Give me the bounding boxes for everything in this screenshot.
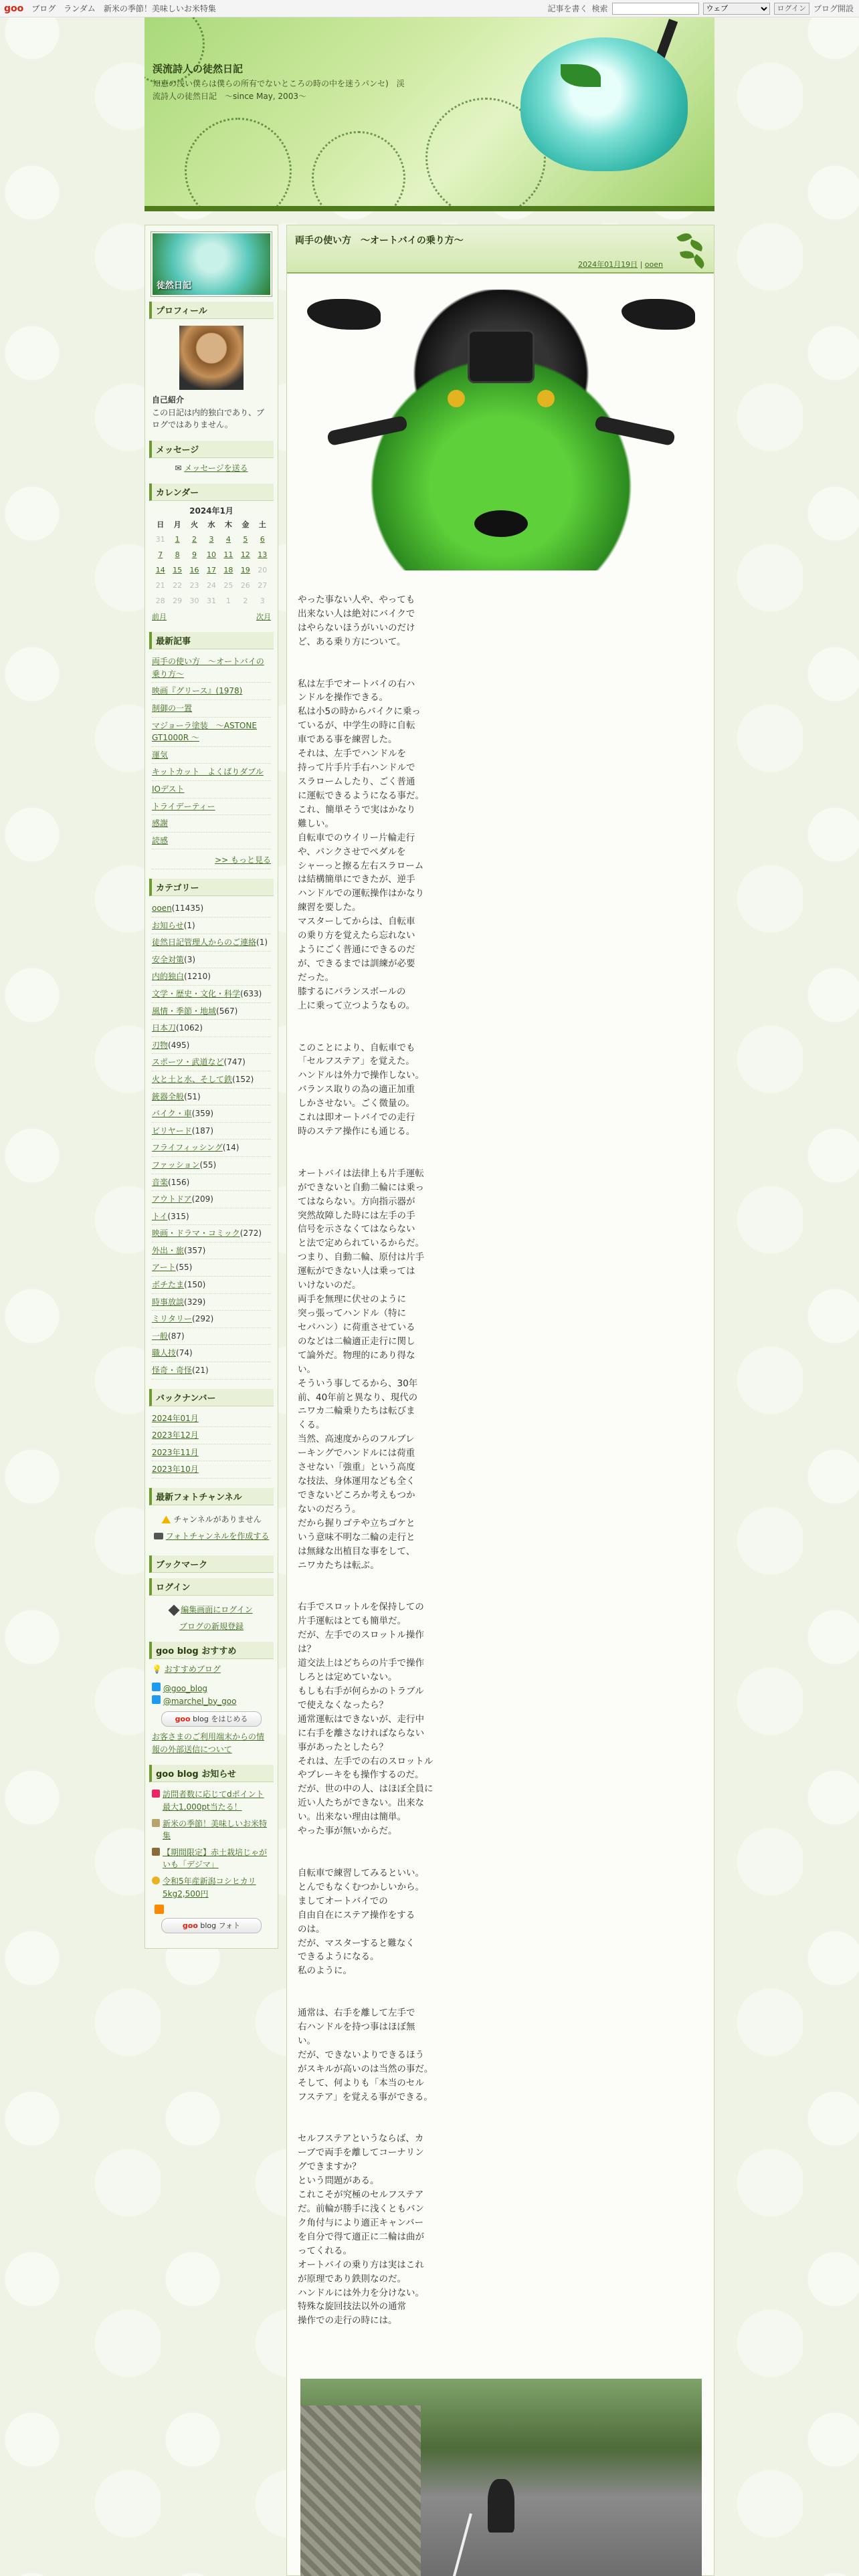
calendar-day: 20	[258, 566, 268, 575]
category-count: (272)	[240, 1228, 262, 1239]
recent-post-link[interactable]: キットカット よくばりダブル	[152, 764, 271, 781]
mirror-graphic	[622, 299, 695, 330]
article-body: やった事ない人や、やっても 出来ない人は絶対にバイクで はやらないほうがいいのだけ ど、ある乗り方について。 私は左手でオートバイの右ハ ンドルを操作できる。 私は小5の時からバイクに乗っ ているが、中学生の時に自転 車である事を練習した。 それは、左手でハンドルを 持って片手片手右ハンドルで スラロームしたり、ごく普通 に運転できるようになる事だ。 これ、簡単そうで実はかなり 難しい。 自転車でのウイリー片輪走行 や、パンクさせでペダルを シャーっと擦る左右スラローム は結構簡単にできたが、逆手 ハンドルでの運転操作はかなり 練習を要した。 マスターしてからは、自転車 の乗り方を覚えたら忘れない ようにごく普通にできるのだ が、できるまでは訓練が必要 だった。 膝するにバランスボールの 上に乗って立つようなもの。 このことにより、自転車でも 「セルフステア」を覚えた。 ハンドルは外力で操作しない。 バランス取りの為の適正加重 しかさせない。ごく微量の。 これは即オートバイでの走行 時のステア操作にも通じる。 オートバイは法律上も片手運転 ができないと自動二輪には乗っ てはならない。方向指示器が 突然故障した時には左手の手 信号を示さなくてはならない と法で定められているからだ。 つまり、自動二輪、原付は片手 運転ができない人は乗っては いけないのだ。 両手を無理に伏せのように 突っ張ってハンドル（特に セパハン）に荷重させている のなどは二輪適正走行に関し て論外だ。物理的にあり得な い。 そういう事してるから、30年 前、40年前と異なり、現代の ニワカ二輪乗りたちは転びま くる。 当然、高速度からのフルブレ ーキングでハンドルには荷重 させない「強重」という高度 な技法、身体運用なども全く できないどころか考えもつか ないのだろう。 だから握りゴテや立ちゴケと いう意味不明な二輪の走行と は無縁な出植目な事をして、 ニワカたちは転ぶ。 右手でスロットルを保持しての 片手運転はとても簡単だ。 だが、左手でのスロットル操作 は？ 道交法上はどちらの片手で操作 しろとは定めていない。 もしも右手が何らかのトラブル で使えなくなったら？ 通常運転はできないが、走行中 に右手を離さなければならない 事があったとしたら？ それは、左手での右のスロットル やブレーキをも操作するのだ。 だが、世の中の人、はほぼ全員に 近い人たちができない。出来な い。出来ない理由は簡単。 やった事が無いからだ。 自転車で練習してみるといい。 とんでもなくむつかしいから。 ましてオートバイでの 自由自在にステア操作をする のは。 だが、マスターすると難なく できるようになる。 私のように。 通常は、右手を離して左手で 右ハンドルを持つ事はほぼ無 い。 だが、できないよりできるほう がスキルが高いのは当然の事だ。 そして、何よりも「本当のセル フステア」を覚える事ができる。 セルフステアというならば、カ ーブで両手を離してコーナリン グできますか？ という問題がある。 これこそが究極のセルフステア だ。前輪が勝手に浅くともバン ク角付与により適正キャンバー を自分で得て適正に二輪は曲が ってくれる。 オートバイの乗り方は実はこれ が原理であり鉄則なのだ。 ハンドルには外力を分けない。 特殊な旋回技法以外の通常 操作での走行の時には。	[298, 595, 434, 2327]
profile-avatar	[179, 326, 244, 390]
calendar-day: 26	[240, 581, 250, 591]
calendar-day: 30	[189, 597, 199, 606]
article	[286, 225, 714, 2576]
search-input[interactable]	[612, 3, 699, 15]
category-item	[152, 918, 271, 935]
archive-link[interactable]: 2023年11月	[152, 1444, 271, 1462]
article-category-link[interactable]: ooen	[644, 260, 663, 269]
leaf-ornament-icon	[671, 228, 710, 270]
calendar-day: 1	[225, 597, 231, 606]
category-item	[152, 1140, 271, 1157]
sidebar-banner[interactable]	[151, 232, 272, 296]
archives-title: バックナンバー	[149, 1389, 274, 1406]
category-link[interactable]: アウトドア	[152, 1194, 192, 1204]
category-link[interactable]: お知らせ	[152, 920, 184, 930]
calendar-month: 2024年1月	[189, 506, 233, 516]
category-count: (747)	[223, 1057, 246, 1067]
category-link[interactable]: 一般	[152, 1331, 169, 1341]
calendar-day[interactable]: 7	[158, 550, 163, 560]
news-item[interactable]	[152, 1816, 271, 1844]
start-blog-button[interactable]	[161, 1711, 262, 1727]
recent-post-link[interactable]: IOデスト	[152, 781, 271, 798]
recommend-blog-link[interactable]: おすすめブログ	[164, 1665, 221, 1675]
drink-graphic	[520, 37, 688, 171]
goo-logo: goo	[175, 1715, 191, 1724]
category-count: (292)	[192, 1314, 214, 1324]
recent-posts-section	[149, 632, 274, 873]
category-count: (187)	[191, 1125, 214, 1136]
category-count: (74)	[176, 1348, 193, 1358]
news-item-label: 訪問者数に応じてdポイント最大1,000pt当たる！	[163, 1790, 264, 1812]
calendar-day[interactable]: 10	[206, 550, 216, 560]
motorcycle-photo	[300, 290, 702, 570]
recent-post-link[interactable]: マジョーラ塗装 ～ASTONE GT1000R ～	[152, 718, 271, 747]
lace-ornament	[185, 118, 292, 211]
more-posts-link[interactable]: >> もっと見る	[215, 855, 271, 865]
goo-logo: goo	[182, 1921, 198, 1931]
category-link[interactable]: トイ	[152, 1211, 168, 1221]
news-item[interactable]	[152, 1786, 271, 1815]
category-link[interactable]: スポーツ・武道など	[152, 1057, 224, 1067]
news-title: goo blog お知らせ	[149, 1765, 274, 1782]
calendar-day[interactable]: 4	[225, 535, 231, 544]
weekday: 木	[224, 520, 232, 529]
category-count: (150)	[184, 1280, 206, 1290]
article-header	[287, 225, 714, 274]
rice-icon	[152, 1819, 160, 1827]
category-link[interactable]: 内的独白	[152, 972, 185, 982]
calendar-day: 31	[155, 535, 165, 544]
recent-post-link[interactable]: 両手の使い方 ～オートバイの乗り方～	[152, 653, 271, 683]
calendar-day[interactable]: 11	[223, 550, 233, 560]
handlebar-graphic	[326, 415, 408, 446]
category-item	[152, 968, 271, 986]
calendar-day[interactable]: 18	[223, 566, 233, 575]
category-item	[152, 1243, 271, 1260]
category-item	[152, 1174, 271, 1192]
pencil-icon	[169, 1604, 180, 1616]
calendar-day: 31	[206, 597, 216, 606]
calendar-day[interactable]: 9	[192, 550, 197, 560]
category-link[interactable]: フライフィッシング	[152, 1143, 223, 1153]
category-count: (209)	[191, 1194, 213, 1204]
category-count: (633)	[240, 988, 262, 998]
global-bar-right	[548, 3, 859, 15]
handlebar-graphic	[594, 415, 676, 446]
photo-button[interactable]	[161, 1918, 262, 1933]
category-item	[152, 1311, 271, 1328]
category-item	[152, 1345, 271, 1362]
category-link[interactable]: ファッション	[152, 1160, 200, 1170]
twitter-icon	[152, 1695, 161, 1704]
calendar-next-link[interactable]: 次月	[256, 613, 271, 622]
category-count: (152)	[232, 1074, 254, 1084]
category-link[interactable]: 銃器全般	[152, 1091, 185, 1101]
gift-icon	[152, 1790, 160, 1798]
camera-icon	[154, 1533, 163, 1539]
category-count: (567)	[216, 1006, 238, 1016]
calendar-day[interactable]: 8	[175, 550, 180, 560]
recommend-title: goo blog おすすめ	[149, 1642, 274, 1659]
envelope-icon: ✉	[175, 463, 182, 473]
calendar-day: 22	[173, 581, 183, 591]
bookmark-section	[149, 1555, 274, 1573]
profile-text: この日記は内的独白であり、ブログではありません。	[152, 407, 265, 430]
twitter-icon	[152, 1683, 161, 1691]
category-item	[152, 1157, 271, 1174]
category-link[interactable]: 徒然日記管理人からのご連絡	[152, 938, 257, 948]
category-link[interactable]: バイク・車	[152, 1109, 192, 1119]
recent-post-link[interactable]: 制御の一置	[152, 700, 271, 718]
category-count: (3)	[184, 954, 196, 964]
recent-post-link[interactable]: トライデーティー	[152, 798, 271, 816]
weekday: 火	[191, 520, 199, 529]
category-item	[152, 1071, 271, 1089]
category-link[interactable]: 音楽	[152, 1177, 169, 1187]
article-meta: 2024年01月19日 | ooen	[578, 260, 663, 269]
article-date-link[interactable]: 2024年01月19日	[578, 260, 638, 269]
weekday: 土	[258, 520, 266, 529]
no-channel-text: チャンネルがありません	[173, 1515, 262, 1525]
category-count: (156)	[168, 1177, 190, 1187]
category-link[interactable]: 火と土と水、そして鉄	[152, 1074, 233, 1084]
category-link[interactable]: ボチたま	[152, 1280, 185, 1290]
category-item	[152, 1259, 271, 1277]
news-item-label: 新米の季節！美味しいお米特集	[163, 1818, 268, 1841]
recent-post-link[interactable]: 感謝	[152, 815, 271, 833]
calendar-day: 23	[189, 581, 199, 591]
profile-section	[149, 302, 274, 435]
recent-post-link[interactable]: 運気	[152, 747, 271, 764]
start-blog-label: blog をはじめる	[193, 1715, 248, 1724]
category-item	[152, 1003, 271, 1021]
recent-post-link[interactable]: 読感	[152, 833, 271, 850]
calendar-day[interactable]: 3	[209, 535, 214, 544]
nav-link-random[interactable]: ランダム	[64, 4, 96, 13]
calendar-day: 28	[155, 597, 165, 606]
calendar-day: 2	[243, 597, 248, 606]
category-item	[152, 1208, 271, 1226]
category-link[interactable]: 文学・歴史・文化・科学	[152, 988, 241, 998]
category-count: (11435)	[171, 903, 204, 914]
rider-graphic	[488, 2479, 514, 2533]
archive-link[interactable]: 2023年10月	[152, 1461, 271, 1479]
message-title: メッセージ	[149, 441, 274, 458]
calendar-day[interactable]: 13	[258, 550, 268, 560]
category-item	[152, 1037, 271, 1055]
category-link[interactable]: 職人技	[152, 1348, 177, 1358]
goo-logo[interactable]: goo	[4, 3, 24, 14]
blog-header	[145, 17, 714, 211]
news-item[interactable]	[152, 1873, 271, 1902]
category-item	[152, 934, 271, 952]
category-link[interactable]: 映画・ドラマ・コミック	[152, 1228, 240, 1239]
category-item	[152, 1277, 271, 1294]
calendar-section	[149, 484, 274, 627]
calendar-day: 21	[155, 581, 165, 591]
calendar-day[interactable]: 1	[175, 535, 180, 544]
global-bar	[0, 0, 859, 17]
twitter-link[interactable]: @goo_blog	[163, 1683, 208, 1693]
login-title: ログイン	[149, 1578, 274, 1596]
nav-link-feature[interactable]: 新米の季節！美味しいお米特集	[103, 4, 216, 13]
category-link[interactable]: ミリタリー	[152, 1314, 193, 1324]
rss-icon[interactable]	[155, 1905, 164, 1914]
fuel-cap-graphic	[474, 510, 528, 537]
category-count: (1)	[183, 920, 195, 930]
category-link[interactable]: 日本刀	[152, 1023, 177, 1033]
weekday: 月	[173, 520, 181, 529]
riding-photo	[300, 2379, 702, 2576]
calendar-day: 25	[223, 581, 233, 591]
category-count: (329)	[184, 1297, 206, 1307]
profile-title: プロフィール	[149, 302, 274, 319]
article-title[interactable]: 両手の使い方 ～オートバイの乗り方～	[295, 235, 464, 246]
category-link[interactable]: アート	[152, 1263, 176, 1273]
category-count: (1)	[256, 938, 268, 948]
category-link[interactable]: ooen	[152, 903, 172, 914]
calendar-day[interactable]: 14	[155, 566, 165, 575]
banner-text: 徒然日記	[157, 281, 192, 291]
external-info-link[interactable]: お客さまのご利用端末からの情報の外部送信について	[152, 1732, 265, 1754]
category-link[interactable]: 時事放談	[152, 1297, 185, 1307]
photo-button-label: blog フォト	[200, 1921, 241, 1931]
category-item	[152, 1054, 271, 1071]
category-list	[149, 896, 274, 1384]
calendar-day[interactable]: 6	[260, 535, 265, 544]
nav-link-blog[interactable]: ブログ	[31, 4, 56, 13]
bookmark-title: ブックマーク	[149, 1555, 274, 1573]
road-line-graphic	[452, 2513, 472, 2576]
blog-description: 知恵の浅い僕らは僕らの所有でないところの時の中を迷うパンセ) 渓流詩人の徒然日記 ～since May, 2003～	[153, 79, 405, 102]
news-item[interactable]	[152, 1844, 271, 1873]
calendar-day[interactable]: 19	[240, 566, 250, 575]
category-link[interactable]: 外出・旅	[152, 1245, 185, 1255]
category-item	[152, 986, 271, 1003]
category-count: (55)	[175, 1263, 193, 1273]
profile-heading: 自己紹介	[152, 395, 185, 405]
archive-link[interactable]: 2023年12月	[152, 1427, 271, 1444]
category-link[interactable]: 風情・季節・地域	[152, 1006, 217, 1016]
calendar-day: 29	[173, 597, 183, 606]
recent-posts-title: 最新記事	[149, 632, 274, 649]
fork-cap-graphic	[448, 390, 465, 407]
categories-section	[149, 879, 274, 1384]
category-count: (87)	[168, 1331, 185, 1341]
new-blog-link[interactable]: ブログの新規登録	[179, 1621, 244, 1631]
category-item	[152, 1328, 271, 1346]
category-item	[152, 1020, 271, 1037]
calendar-day[interactable]: 17	[206, 566, 216, 575]
calendar-day[interactable]: 16	[189, 566, 199, 575]
category-link[interactable]: 安全対策	[152, 954, 185, 964]
category-item	[152, 1123, 271, 1140]
calendar-day: 3	[260, 597, 265, 606]
search-scope-select[interactable]	[703, 3, 770, 15]
category-item	[152, 1294, 271, 1311]
weekday: 日	[157, 520, 165, 529]
potato-icon	[152, 1848, 160, 1856]
category-count: (315)	[167, 1211, 189, 1221]
categories-title: カテゴリー	[149, 879, 274, 896]
calendar-day[interactable]: 12	[240, 550, 250, 560]
recommend-section	[149, 1642, 274, 1759]
category-item	[152, 1225, 271, 1243]
twitter-link[interactable]: @marchel_by_goo	[163, 1696, 237, 1706]
category-item	[152, 1105, 271, 1123]
news-item-label: 令和5年産新潟コシヒカリ5kg2,500円	[163, 1876, 256, 1899]
warning-icon	[161, 1515, 171, 1523]
archives-section	[149, 1389, 274, 1483]
category-count: (51)	[184, 1091, 201, 1101]
category-count: (14)	[222, 1143, 240, 1153]
create-channel-link[interactable]: フォトチャンネルを作成する	[165, 1531, 270, 1541]
calendar-day: 27	[258, 581, 268, 591]
calendar-prev-link[interactable]: 前月	[152, 613, 167, 622]
search-label: 検索	[591, 4, 608, 13]
calendar-table	[152, 518, 271, 609]
calendar-day: 24	[206, 581, 216, 591]
category-item	[152, 952, 271, 969]
bulb-icon: 💡	[152, 1665, 162, 1675]
category-item	[152, 1191, 271, 1208]
message-section	[149, 441, 274, 479]
coin-icon	[152, 1876, 160, 1885]
dashboard-graphic	[468, 330, 535, 383]
left-sidebar	[145, 225, 278, 1949]
category-item	[152, 900, 271, 918]
category-item	[152, 1362, 271, 1380]
category-count: (359)	[191, 1109, 214, 1119]
category-count: (357)	[184, 1245, 206, 1255]
category-count: (1210)	[184, 972, 211, 982]
mirror-graphic	[307, 299, 381, 330]
category-count: (21)	[192, 1366, 209, 1376]
news-section	[149, 1765, 274, 1941]
archive-link[interactable]: 2024年01月	[152, 1410, 271, 1428]
photo-channel-section	[149, 1488, 274, 1550]
category-count: (495)	[168, 1040, 190, 1050]
category-item	[152, 1089, 271, 1106]
category-link[interactable]: 刃物	[152, 1040, 169, 1050]
fork-cap-graphic	[537, 390, 555, 407]
calendar-day[interactable]: 5	[243, 535, 248, 544]
calendar-day[interactable]: 15	[173, 566, 183, 575]
photo-channel-title: 最新フォトチャンネル	[149, 1488, 274, 1505]
blog-title[interactable]: 渓流詩人の徒然日記	[153, 63, 244, 75]
edit-login-link[interactable]: 編集画面にログイン	[181, 1605, 253, 1615]
category-count: (1062)	[176, 1023, 203, 1033]
send-message-link[interactable]: メッセージを送る	[184, 463, 248, 473]
start-blog-link[interactable]: ブログ開設	[813, 4, 854, 13]
login-button[interactable]: ログイン	[774, 3, 809, 15]
weekday: 金	[242, 520, 250, 529]
news-item-label: 【期間限定】赤土栽培じゃがいも「デジマ」	[163, 1847, 268, 1870]
retaining-wall-graphic	[300, 2405, 421, 2576]
category-count: (55)	[199, 1160, 217, 1170]
login-section	[149, 1578, 274, 1636]
lace-ornament	[312, 131, 405, 211]
recent-post-link[interactable]: 映画『グリース』(1978)	[152, 683, 271, 700]
category-link[interactable]: ビリヤード	[152, 1125, 192, 1136]
write-post-link[interactable]: 記事を書く	[547, 4, 588, 13]
calendar-day[interactable]: 2	[192, 535, 197, 544]
weekday: 水	[207, 520, 215, 529]
calendar-title: カレンダー	[149, 484, 274, 501]
category-link[interactable]: 怪奇・奇怪	[152, 1366, 193, 1376]
